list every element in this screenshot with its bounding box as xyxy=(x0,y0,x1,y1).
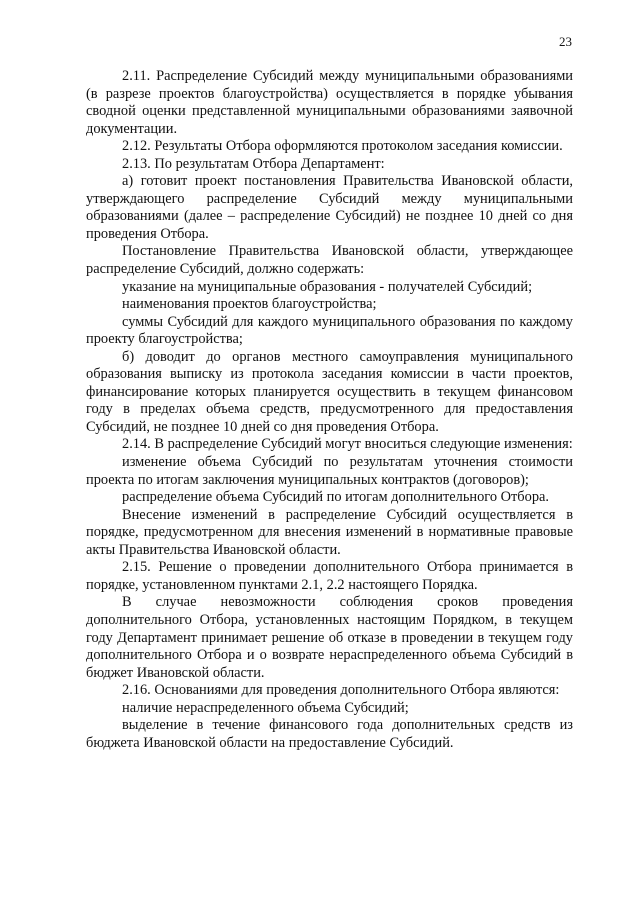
paragraph-resolution-content: Постановление Правительства Ивановской области, утверждающее распределение Субсидий, должно содержать: xyxy=(86,243,573,278)
list-item-additional-funds: выделение в течение финансового года дополнительных средств из бюджета Ивановской области на предоставление Субсидий. xyxy=(86,717,573,751)
paragraph-2-15: 2.15. Решение о проведении дополнительного Отбора принимается в порядке, установленном пунктами 2.1, 2.2 настоящего Порядка. xyxy=(86,559,573,593)
list-item-volume-change: изменение объема Субсидий по результатам уточнения стоимости проекта по итогам заключения муниципальных контрактов (договоров); xyxy=(86,454,573,488)
document-body xyxy=(86,68,573,752)
paragraph-2-11: 2.11. Распределение Субсидий между муниципальными образованиями (в разрезе проектов благоустройства) осуществляется в порядке убывания сводной оценки представленной муниципальными образованиями заявочной документации. xyxy=(86,68,573,137)
paragraph-deadline-impossible: В случае невозможности соблюдения сроков проведения дополнительного Отбора, установленных настоящим Порядком, в текущем году Департамент принимает решение об отказе в проведении в текущем году дополнительного Отбора и о возврате нераспределенного объема Субсидий в бюджет Ивановской области. xyxy=(86,594,573,681)
paragraph-2-13: 2.13. По результатам Отбора Департамент: xyxy=(122,155,385,172)
list-item-undistributed-volume: наличие нераспределенного объема Субсидий; xyxy=(122,699,409,716)
paragraph-amendment-procedure: Внесение изменений в распределение Субсидий осуществляется в порядке, предусмотренном для внесения изменений в нормативные правовые акты Правительства Ивановской области. xyxy=(86,506,573,558)
list-item-recipients: указание на муниципальные образования - получателей Субсидий; xyxy=(122,278,533,295)
page-number: 23 xyxy=(559,34,572,49)
paragraph-2-16: 2.16. Основаниями для проведения дополнительного Отбора являются: xyxy=(122,682,560,699)
list-item-subsidy-amounts: суммы Субсидий для каждого муниципального образования по каждому проекту благоустройства; xyxy=(86,313,573,348)
list-item-additional-selection: распределение объема Субсидий по итогам дополнительного Отбора. xyxy=(122,489,550,506)
list-item-project-names: наименования проектов благоустройства; xyxy=(122,296,377,313)
paragraph-2-13-b: б) доводит до органов местного самоуправления муниципального образования выписку из протокола заседания комиссии в части проектов, финансирование которых планируется осуществить в текущем финансовом году в пределах объема средств, предусмотренного для предоставления Субсидий, не позднее 10 дней со дня проведения Отбора. xyxy=(86,348,573,435)
paragraph-2-13-a: а) готовит проект постановления Правительства Ивановской области, утверждающего распределение Субсидий между муниципальными образованиями (далее – распределение Субсидий) не позднее 10 дней со дня проведения Отбора. xyxy=(86,173,573,242)
paragraph-2-12: 2.12. Результаты Отбора оформляются протоколом заседания комиссии. xyxy=(122,138,563,155)
paragraph-2-14: 2.14. В распределение Субсидий могут вноситься следующие изменения: xyxy=(122,436,573,453)
